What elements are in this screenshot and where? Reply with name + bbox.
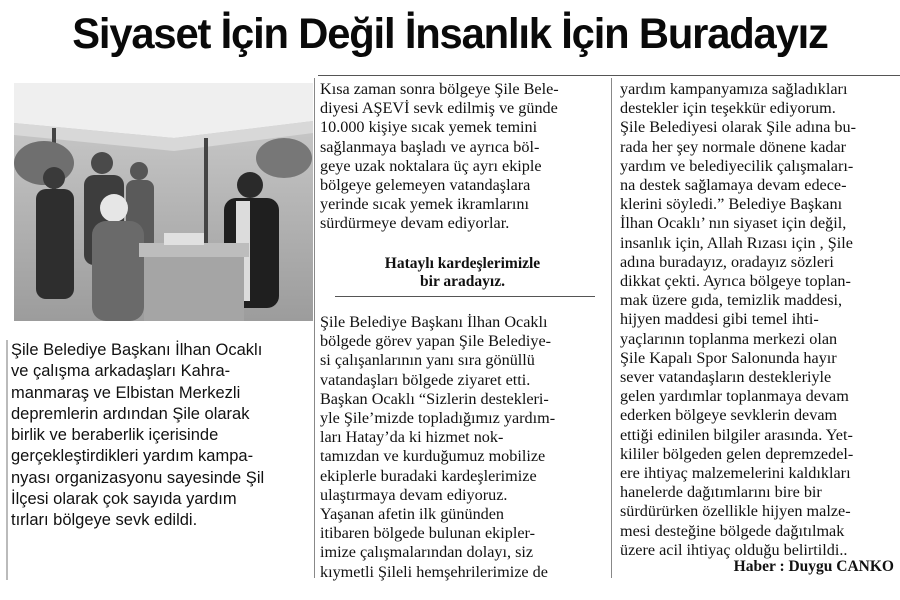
text-line: yardım kampanyamıza sağladıkları — [620, 80, 848, 98]
headline-rule — [318, 75, 900, 76]
text-line: insanlık için, Allah Rızası için , Şile — [620, 233, 853, 252]
subheading-line: Hataylı kardeşlerimizle — [384, 255, 541, 272]
text-line: rada her şey normale dönene kadar — [620, 137, 847, 156]
text-line: Şile Kapalı Spor Salonunda hayır — [620, 348, 837, 367]
text-line: İlhan Ocaklı’ nın siyaset için değil, — [620, 214, 847, 233]
text-line: yaçlarının toplanma merkezi olan — [620, 329, 838, 348]
text-line: sever vatandaşların destekleriyle — [620, 368, 832, 387]
text-line: bölgede görev yapan Şile Belediye- — [320, 332, 552, 351]
text-line: Yaşanan afetin ilk gününden — [320, 505, 505, 524]
caption-line: gerçekleştirdikleri yardım kampa- — [11, 447, 254, 466]
text-line: 10.000 kişiye sıcak yemek temini — [320, 118, 538, 137]
caption-line: depremlerin ardından Şile olarak — [11, 404, 250, 423]
text-line: ederken bölgeye sevklerin devam — [620, 406, 838, 425]
text-line: ları Hatay’da ki hizmet nok- — [320, 428, 504, 447]
column-divider — [314, 78, 315, 578]
text-line: Şile Belediye Başkanı İlhan Ocaklı — [320, 313, 548, 331]
text-line: gelen yardımlar toplanmaya devam — [620, 387, 849, 406]
caption-line: ve çalışma arkadaşları Kahra- — [11, 362, 231, 381]
text-line: kıymetli Şileli hemşehrilerimize de — [320, 562, 548, 581]
text-line: mak üzere gıda, temizlik maddesi, — [620, 291, 843, 310]
text-line: ettiği edinilen bilgiler arasında. Yet- — [620, 425, 853, 444]
subheading — [320, 255, 605, 291]
caption-line: İlçesi olarak çok sayıda yardım — [11, 490, 237, 509]
text-line: üzere acil ihtiyaç olduğu belirtildi.. — [620, 540, 848, 559]
text-line: Şile Belediyesi olarak Şile adına bu- — [620, 118, 857, 137]
headline: Siyaset İçin Değil İnsanlık İçin Buradayız — [72, 10, 828, 58]
text-line: sürdürmeye devam ediyorlar. — [320, 214, 510, 233]
caption-line: nyası organizasyonu sayesinde Şil — [11, 468, 265, 487]
text-line: bölgeye gelemeyen vatandaşlara — [320, 176, 531, 195]
text-line: destekler için teşekkür ediyorum. — [620, 99, 836, 118]
text-line: sağlanmaya başladı ve ayrıca böl- — [320, 137, 540, 156]
text-line: ulaştırmaya devam ediyoruz. — [320, 485, 508, 504]
byline: Haber : Duygu CANKO — [733, 558, 894, 575]
article-column-1 — [320, 80, 605, 234]
text-line: kililer bölgeden gelen depremzedel- — [620, 444, 854, 463]
caption-line: manmaraş ve Elbistan Merkezli — [11, 383, 241, 402]
text-line: hijyen maddesi gibi temel ihti- — [620, 310, 819, 329]
text-line: imize çalışmalarından dolayı, siz — [320, 543, 534, 562]
text-line: klerini söyledi.” Belediye Başkanı — [620, 195, 843, 214]
column-divider — [611, 78, 612, 578]
caption-line: Şile Belediye Başkanı İlhan Ocaklı — [11, 341, 263, 359]
text-line: ere ihtiyaç malzemelerini kaldıkları — [620, 464, 851, 483]
text-line: mesi desteğine bölgede dağıtılmak — [620, 521, 845, 540]
text-line: adına buradayız, oradayız sözleri — [620, 252, 834, 271]
article-column-2 — [320, 313, 605, 582]
text-line: yardım ve belediyecilik çalışmaları- — [620, 156, 854, 175]
text-line: vatandaşları bölgede ziyaret etti. — [320, 370, 531, 389]
text-line: sürdürürken özellikle hijyen malze- — [620, 502, 851, 521]
text-line: ekiplerle buradaki kardeşlerimize — [320, 466, 537, 485]
text-line: itibaren bölgede bulunan ekipler- — [320, 524, 535, 543]
article-column-3 — [620, 80, 900, 560]
text-line: Kısa zaman sonra bölgeye Şile Bele- — [320, 80, 559, 98]
text-line: hanelerde dağıtımlarını bire bir — [620, 483, 822, 502]
text-line: geye uzak noktalara üç ayrı ekiple — [320, 156, 542, 175]
photo-caption — [11, 340, 311, 532]
text-line: yerinde sıcak yemek ikramlarını — [320, 195, 530, 214]
text-line: tamızdan ve kurduğumuz mobilize — [320, 447, 546, 466]
text-line: si çalışanlarının yanı sıra gönüllü — [320, 351, 535, 370]
subheading-line: bir aradayız. — [420, 273, 505, 290]
text-line: yle Şile’mizde topladığımız yardım- — [320, 409, 556, 428]
text-line: dikkat çekti. Ayrıca bölgeye toplan- — [620, 272, 851, 291]
text-line: diyesi AŞEVİ sevk edilmiş ve günde — [320, 99, 558, 118]
subheading-rule — [335, 296, 595, 297]
caption-line: birlik ve beraberlik içerisinde — [11, 426, 219, 445]
text-line: na destek sağlamaya devam edece- — [620, 176, 847, 195]
caption-line: tırları bölgeye sevk edildi. — [11, 511, 198, 530]
photo-icon — [14, 83, 313, 321]
text-line: Başkan Ocaklı “Sizlerin destekleri- — [320, 389, 549, 408]
news-photo — [14, 83, 313, 321]
